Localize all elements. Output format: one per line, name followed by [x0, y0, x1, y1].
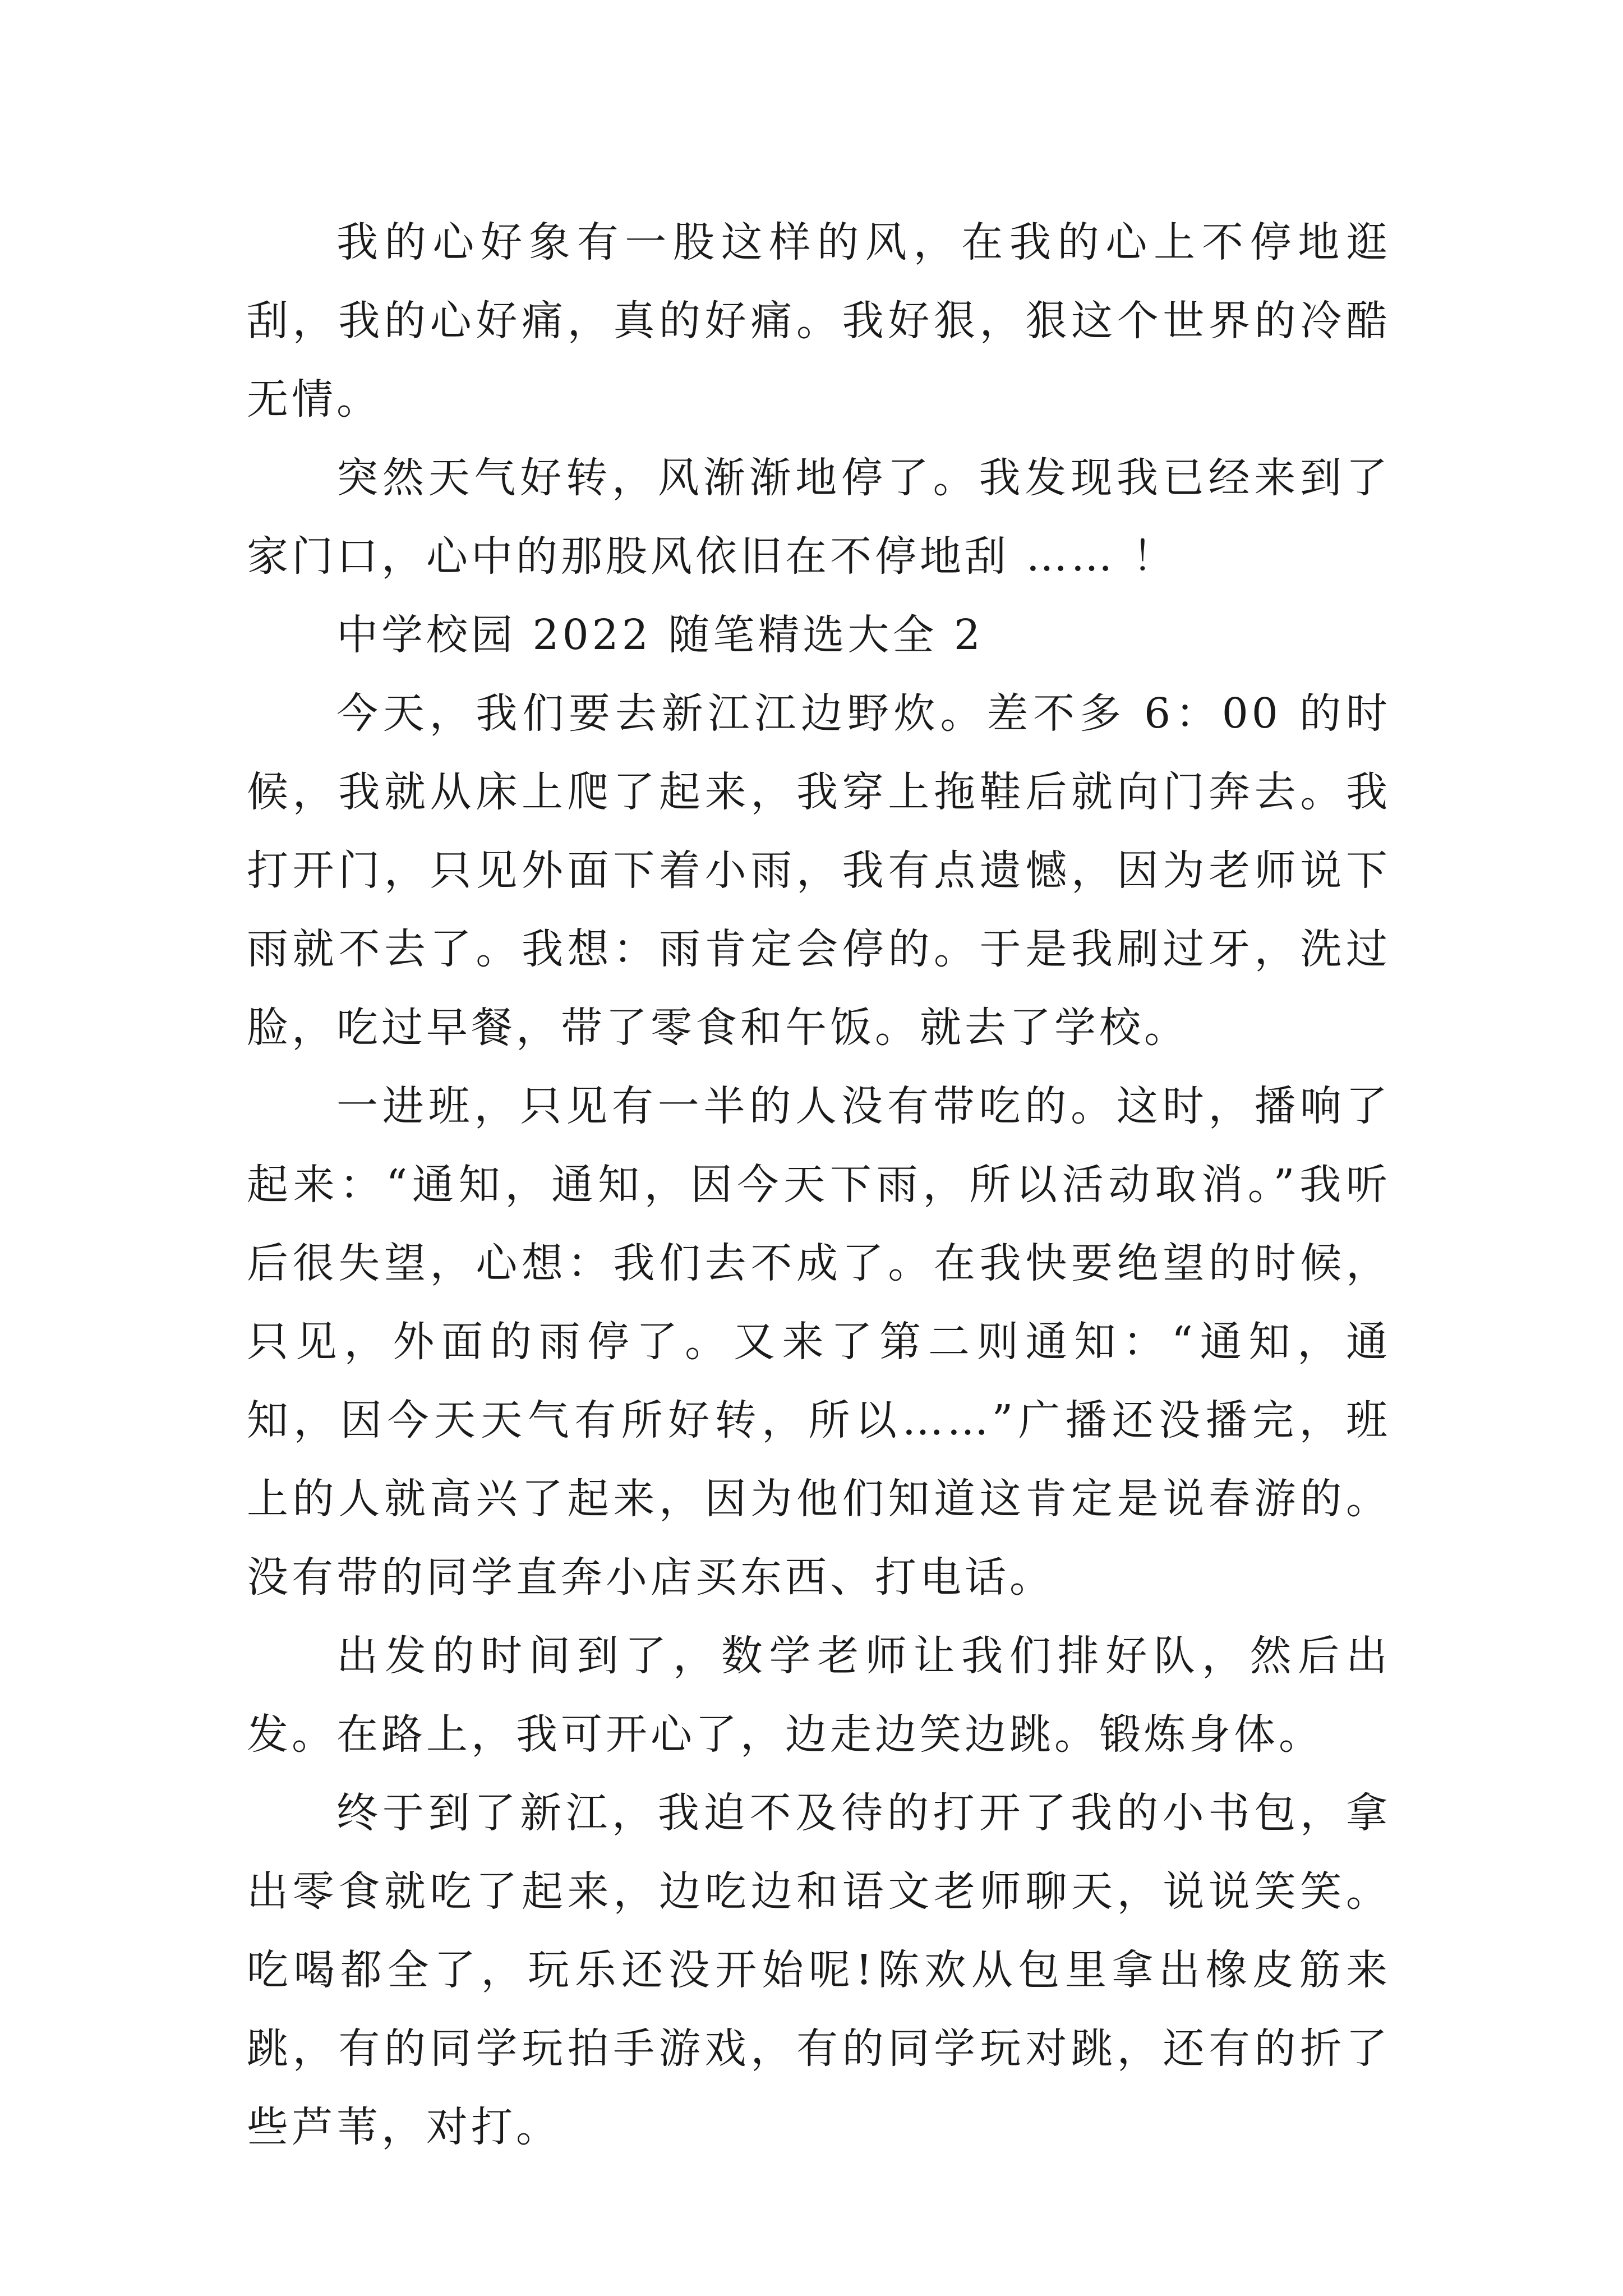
body-text [247, 203, 1391, 2166]
paragraph-2: 突然天气好转，风渐渐地停了。我发现我已经来到了家门口，心中的那股风依旧在不停地刮 …… ！ [247, 454, 1391, 581]
paragraph-6: 终于到了新江，我迫不及待的打开了我的小书包，拿出零食就吃了起来，边吃边和语文老师聊天，说说笑笑。吃喝都全了，玩乐还没开始呢!陈欢从包里拿出橡皮筋来跳，有的同学玩拍手游戏，有的同学玩对跳，还有的折了些芦苇，对打。 [247, 1789, 1391, 2151]
paragraph-3: 今天，我们要去新江江边野炊。差不多 6：00 的时候，我就从床上爬了起来，我穿上拖鞋后就向门奔去。我打开门，只见外面下着小雨，我有点遗憾，因为老师说下雨就不去了。我想：雨肯定会停的。于是我刷过牙，洗过脸，吃过早餐，带了零食和午饭。就去了学校。 [247, 689, 1391, 1052]
paragraph-5: 出发的时间到了，数学老师让我们排好队，然后出发。在路上，我可开心了，边走边笑边跳。锻炼身体。 [247, 1632, 1391, 1759]
paragraph-4: 一进班，只见有一半的人没有带吃的。这时，播响了起来：“通知，通知，因今天下雨，所以活动取消。”我听后很失望，心想：我们去不成了。在我快要绝望的时候，只见，外面的雨停了。又来了第二则通知：“通知，通知，因今天天气有所好转，所以……”广播还没播完，班上的人就高兴了起来，因为他们知道这肯定是说春游的。没有带的同学直奔小店买东西、打电话。 [247, 1082, 1391, 1602]
paragraph-1: 我的心好象有一股这样的风，在我的心上不停地逛刮，我的心好痛，真的好痛。我好狠，狠这个世界的冷酷无情。 [247, 218, 1391, 424]
section-heading: 中学校园 2022 随笔精选大全 2 [336, 611, 984, 659]
